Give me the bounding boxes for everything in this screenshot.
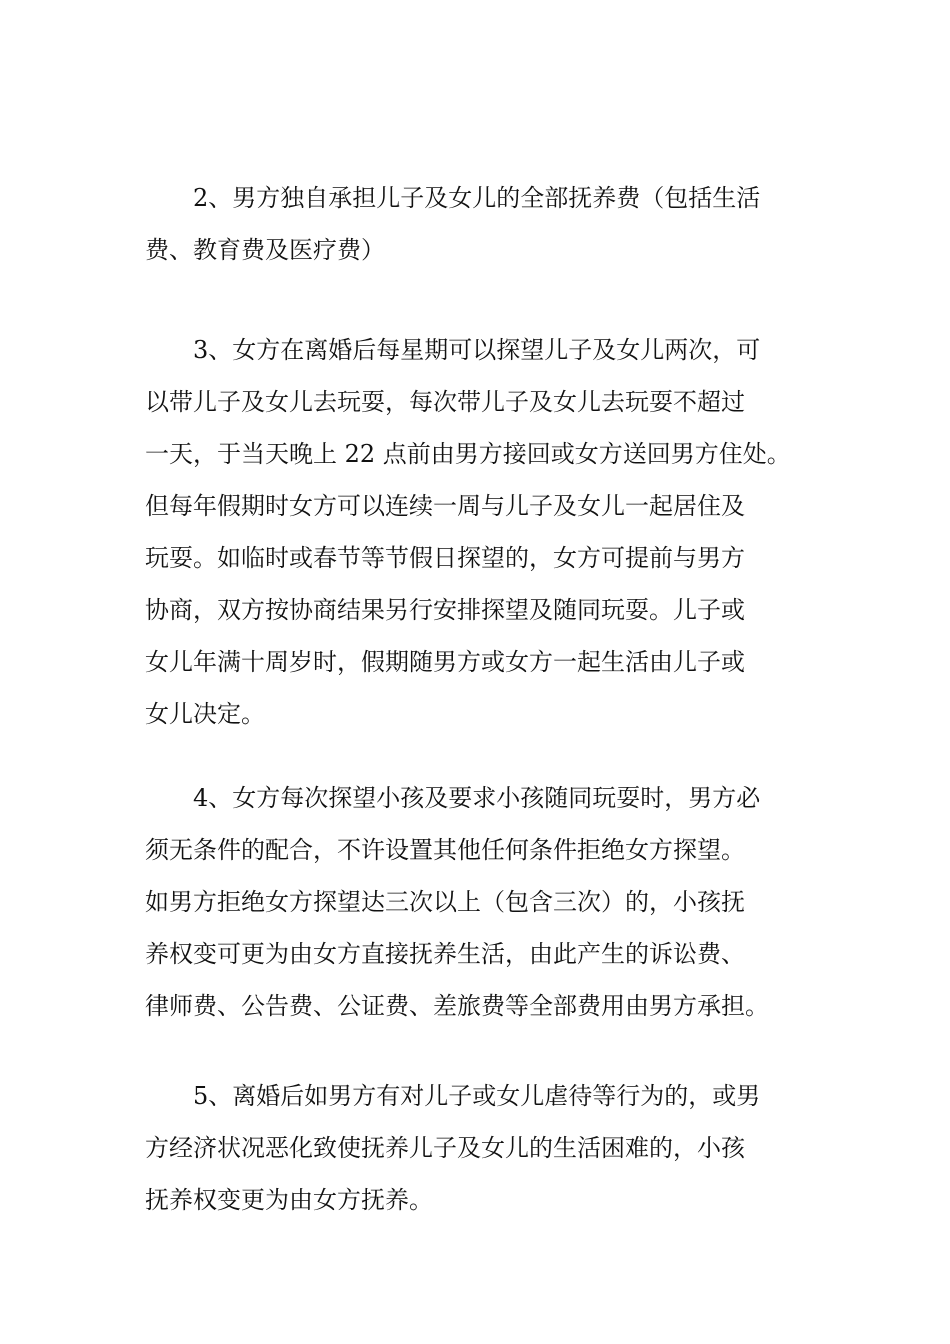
text-line: 女儿年满十周岁时，假期随男方或女方一起生活由儿子或 (145, 648, 745, 676)
paragraph-item-2 (145, 172, 815, 276)
text-line: 4、女方每次探望小孩及要求小孩随同玩耍时，男方必 (193, 784, 761, 812)
text-line: 协商，双方按协商结果另行安排探望及随同玩耍。儿子或 (145, 596, 745, 624)
text-line: 须无条件的配合，不许设置其他任何条件拒绝女方探望。 (145, 836, 745, 864)
text-line: 但每年假期时女方可以连续一周与儿子及女儿一起居住及 (145, 492, 745, 520)
text-line: 律师费、公告费、公证费、差旅费等全部费用由男方承担。 (145, 992, 769, 1020)
text-line: 方经济状况恶化致使抚养儿子及女儿的生活困难的，小孩 (145, 1134, 745, 1162)
text-line: 养权变可更为由女方直接抚养生活，由此产生的诉讼费、 (145, 940, 745, 968)
text-line: 5、离婚后如男方有对儿子或女儿虐待等行为的，或男 (193, 1082, 761, 1110)
text-line: 玩耍。如临时或春节等节假日探望的，女方可提前与男方 (145, 544, 745, 572)
text-line: 以带儿子及女儿去玩耍，每次带儿子及女儿去玩耍不超过 (145, 388, 745, 416)
text-line: 3、女方在离婚后每星期可以探望儿子及女儿两次，可 (193, 336, 761, 364)
text-line: 费、教育费及医疗费） (145, 236, 385, 264)
text-line: 如男方拒绝女方探望达三次以上（包含三次）的，小孩抚 (145, 888, 745, 916)
paragraph-item-4 (145, 772, 815, 1032)
paragraph-item-5 (145, 1070, 815, 1226)
text-line: 女儿决定。 (145, 700, 265, 728)
text-line: 一天，于当天晚上 22 点前由男方接回或女方送回男方住处。 (145, 440, 791, 468)
text-line: 2、男方独自承担儿子及女儿的全部抚养费（包括生活 (193, 184, 761, 212)
text-line: 抚养权变更为由女方抚养。 (145, 1186, 433, 1214)
paragraph-item-3 (145, 324, 815, 740)
